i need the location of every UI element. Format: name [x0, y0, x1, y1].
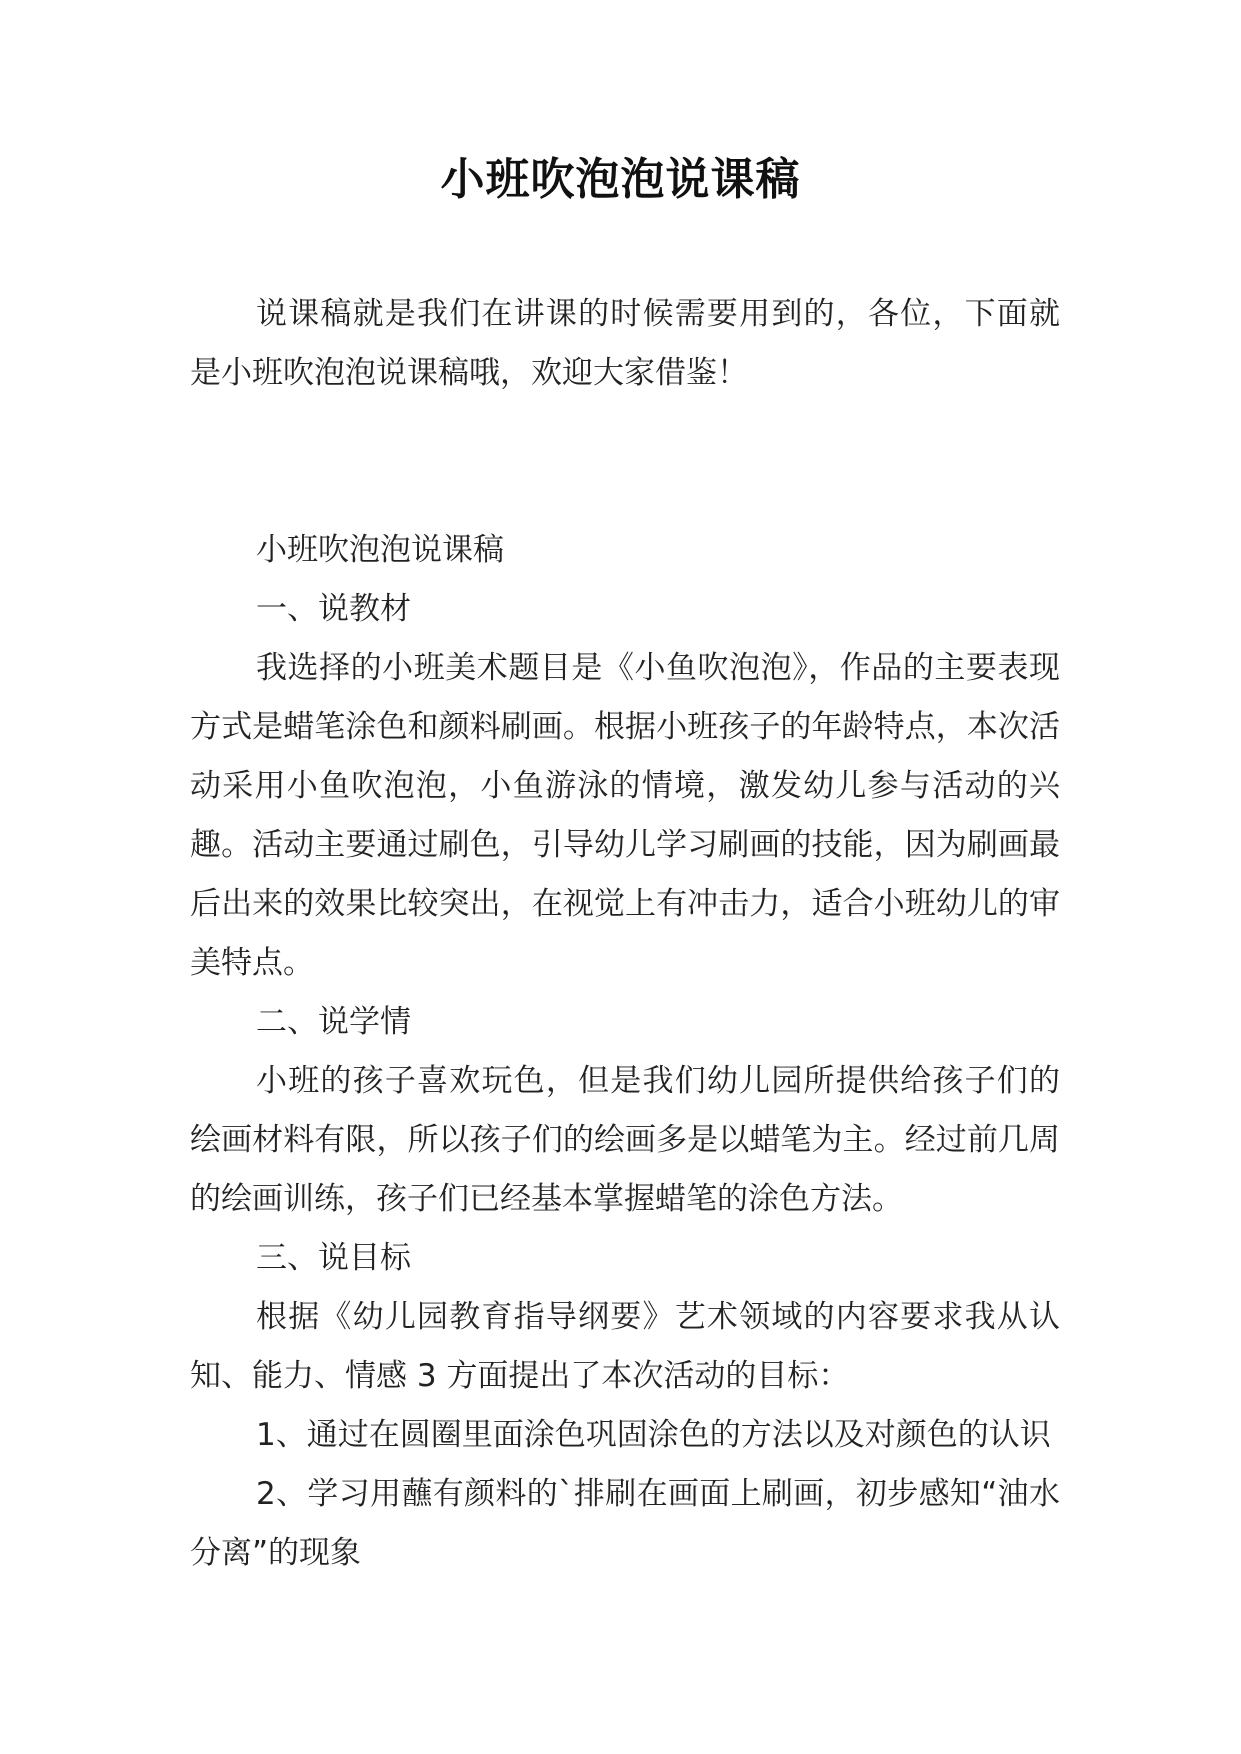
section1-paragraph: 我选择的小班美术题目是《小鱼吹泡泡》，作品的主要表现方式是蜡笔涂色和颜料刷画。根据小班孩子的年龄特点，本次活动采用小鱼吹泡泡，小鱼游泳的情境，激发幼儿参与活动的兴趣。活动主要通过刷色，引导幼儿学习刷画的技能，因为刷画最后出来的效果比较突出，在视觉上有冲击力，适合小班幼儿的审美特点。 [190, 650, 1060, 981]
intro-paragraph: 说课稿就是我们在讲课的时候需要用到的，各位，下面就是小班吹泡泡说课稿哦，欢迎大家借鉴！ [190, 296, 1060, 391]
goal-item-1: 1、通过在圆圈里面涂色巩固涂色的方法以及对颜色的认识 [256, 1417, 1051, 1453]
section1-heading: 一、说教材 [256, 591, 411, 627]
section3-heading: 三、说目标 [256, 1240, 411, 1276]
document-body [190, 285, 1060, 1583]
document-title: 小班吹泡泡说课稿 [440, 154, 801, 205]
section2-heading: 二、说学情 [256, 1004, 411, 1040]
paragraph-spacer [190, 403, 1060, 521]
goal-item-2: 2、学习用蘸有颜料的`排刷在画面上刷画，初步感知“油水分离”的现象 [190, 1476, 1060, 1571]
section2-paragraph: 小班的孩子喜欢玩色，但是我们幼儿园所提供给孩子们的绘画材料有限，所以孩子们的绘画多是以蜡笔为主。经过前几周的绘画训练，孩子们已经基本掌握蜡笔的涂色方法。 [190, 1063, 1060, 1217]
section-title: 小班吹泡泡说课稿 [256, 532, 504, 568]
section3-paragraph: 根据《幼儿园教育指导纲要》艺术领域的内容要求我从认知、能力、情感 3 方面提出了本次活动的目标： [190, 1299, 1060, 1394]
